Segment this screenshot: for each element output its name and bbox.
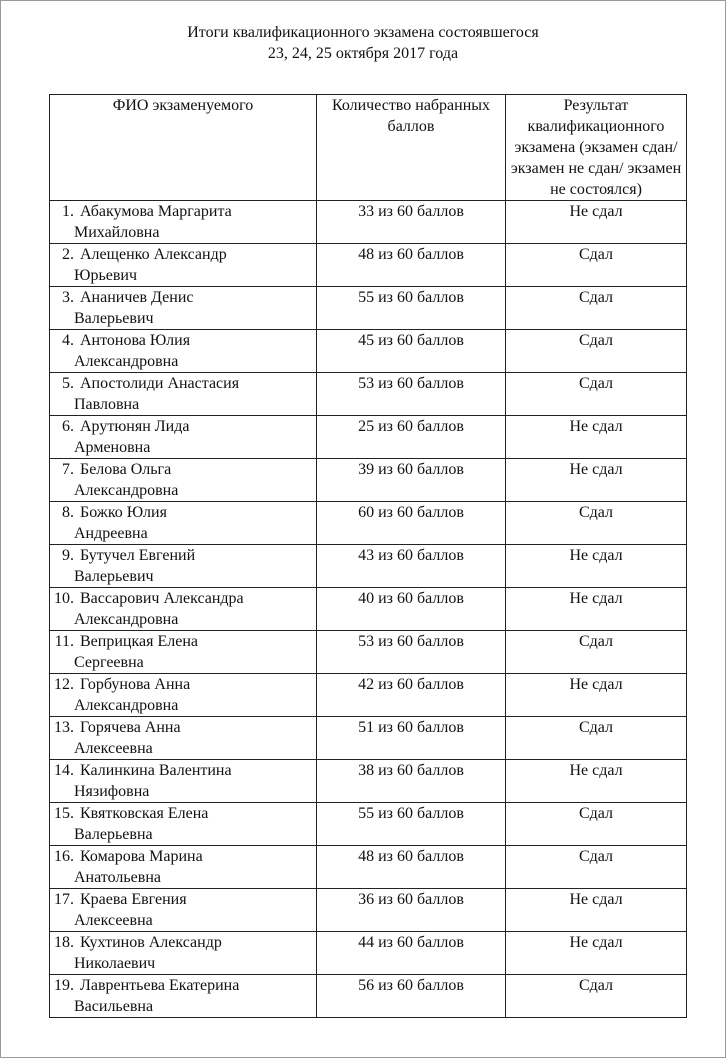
surname-firstname: Ананичев Денис — [80, 289, 194, 306]
surname-firstname: Краева Евгения — [80, 891, 187, 908]
table-row — [50, 717, 687, 760]
patronymic: Александровна — [74, 611, 179, 628]
patronymic: Александровна — [74, 482, 179, 499]
column-header-name: ФИО экзаменуемого — [50, 95, 317, 201]
cell-score: 48 из 60 баллов — [317, 846, 506, 889]
cell-score: 53 из 60 баллов — [317, 373, 506, 416]
patronymic: Андреевна — [74, 525, 148, 542]
name-line-1 — [50, 330, 316, 351]
patronymic: Алексеевна — [74, 740, 153, 757]
cell-examinee-name — [50, 674, 317, 717]
patronymic: Михайловна — [74, 224, 160, 241]
patronymic: Валерьевич — [74, 568, 154, 585]
cell-examinee-name — [50, 588, 317, 631]
row-number: 11. — [54, 633, 74, 650]
cell-score: 51 из 60 баллов — [317, 717, 506, 760]
row-number: 7. — [62, 461, 74, 478]
surname-firstname: Лаврентьева Екатерина — [80, 977, 240, 994]
table-row — [50, 244, 687, 287]
cell-result: Сдал — [506, 502, 687, 545]
cell-score: 60 из 60 баллов — [317, 502, 506, 545]
name-line-1 — [50, 975, 316, 996]
cell-examinee-name — [50, 631, 317, 674]
name-line-1 — [50, 631, 316, 652]
cell-examinee-name — [50, 932, 317, 975]
cell-examinee-name — [50, 502, 317, 545]
table-row — [50, 846, 687, 889]
cell-examinee-name — [50, 717, 317, 760]
cell-examinee-name — [50, 975, 317, 1018]
cell-score: 43 из 60 баллов — [317, 545, 506, 588]
table-row — [50, 373, 687, 416]
cell-examinee-name — [50, 803, 317, 846]
name-line-1 — [50, 287, 316, 308]
row-number: 19. — [54, 977, 74, 994]
table-body — [50, 201, 687, 1018]
surname-firstname: Апостолиди Анастасия — [80, 375, 240, 392]
cell-result: Сдал — [506, 631, 687, 674]
name-line-1 — [50, 502, 316, 523]
cell-score: 56 из 60 баллов — [317, 975, 506, 1018]
cell-result: Не сдал — [506, 889, 687, 932]
cell-examinee-name — [50, 330, 317, 373]
title-line-1: Итоги квалификационного экзамена состоявшегося — [187, 24, 539, 41]
patronymic: Павловна — [74, 396, 140, 413]
cell-examinee-name — [50, 846, 317, 889]
cell-score: 42 из 60 баллов — [317, 674, 506, 717]
results-table — [49, 94, 687, 1018]
patronymic: Юрьевич — [74, 267, 138, 284]
surname-firstname: Бутучел Евгений — [80, 547, 196, 564]
cell-result: Сдал — [506, 287, 687, 330]
patronymic: Алексеевна — [74, 912, 153, 929]
cell-result: Сдал — [506, 803, 687, 846]
table-row — [50, 803, 687, 846]
cell-result: Сдал — [506, 330, 687, 373]
surname-firstname: Калинкина Валентина — [80, 762, 232, 779]
column-header-score: Количество набранных баллов — [317, 95, 506, 201]
patronymic: Анатольевна — [74, 869, 161, 886]
name-line-1 — [50, 803, 316, 824]
cell-score: 39 из 60 баллов — [317, 459, 506, 502]
row-number: 1. — [62, 203, 74, 220]
table-header-row — [50, 95, 687, 201]
document-title — [1, 22, 725, 64]
row-number: 4. — [62, 332, 74, 349]
name-line-1 — [50, 846, 316, 867]
name-line-1 — [50, 717, 316, 738]
title-line-2: 23, 24, 25 октября 2017 года — [267, 45, 459, 62]
surname-firstname: Антонова Юлия — [80, 332, 191, 349]
surname-firstname: Арутюнян Лида — [80, 418, 190, 435]
row-number: 9. — [62, 547, 74, 564]
surname-firstname: Кухтинов Александр — [80, 934, 222, 951]
name-line-1 — [50, 459, 316, 480]
surname-firstname: Комарова Марина — [80, 848, 203, 865]
surname-firstname: Горячева Анна — [80, 719, 181, 736]
cell-examinee-name — [50, 545, 317, 588]
surname-firstname: Горбунова Анна — [80, 676, 191, 693]
cell-result: Не сдал — [506, 416, 687, 459]
row-number: 2. — [62, 246, 74, 263]
table-row — [50, 932, 687, 975]
cell-score: 45 из 60 баллов — [317, 330, 506, 373]
table-row — [50, 588, 687, 631]
column-header-result: Результат квалификационного экзамена (экзамен сдан/экзамен не сдан/ экзамен не состоялся) — [506, 95, 687, 201]
table-row — [50, 502, 687, 545]
cell-score: 36 из 60 баллов — [317, 889, 506, 932]
cell-examinee-name — [50, 459, 317, 502]
name-line-1 — [50, 201, 316, 222]
patronymic: Николаевич — [74, 955, 156, 972]
patronymic: Нязифовна — [74, 783, 150, 800]
cell-score: 53 из 60 баллов — [317, 631, 506, 674]
row-number: 13. — [54, 719, 74, 736]
cell-examinee-name — [50, 201, 317, 244]
table-row — [50, 889, 687, 932]
cell-result: Сдал — [506, 373, 687, 416]
cell-result: Не сдал — [506, 545, 687, 588]
cell-result: Сдал — [506, 846, 687, 889]
cell-score: 38 из 60 баллов — [317, 760, 506, 803]
table-row — [50, 975, 687, 1018]
table-row — [50, 416, 687, 459]
table-row — [50, 760, 687, 803]
row-number: 15. — [54, 805, 74, 822]
table-row — [50, 330, 687, 373]
name-line-1 — [50, 545, 316, 566]
table-row — [50, 459, 687, 502]
row-number: 5. — [62, 375, 74, 392]
patronymic: Александровна — [74, 353, 179, 370]
cell-examinee-name — [50, 244, 317, 287]
name-line-1 — [50, 588, 316, 609]
surname-firstname: Алещенко Александр — [80, 246, 227, 263]
cell-examinee-name — [50, 889, 317, 932]
name-line-1 — [50, 416, 316, 437]
row-number: 10. — [54, 590, 74, 607]
name-line-1 — [50, 889, 316, 910]
cell-score: 55 из 60 баллов — [317, 287, 506, 330]
cell-score: 33 из 60 баллов — [317, 201, 506, 244]
cell-score: 40 из 60 баллов — [317, 588, 506, 631]
patronymic: Сергеевна — [74, 654, 144, 671]
patronymic: Валерьевна — [74, 826, 153, 843]
cell-result: Сдал — [506, 244, 687, 287]
table-row — [50, 631, 687, 674]
table-row — [50, 674, 687, 717]
table-row — [50, 201, 687, 244]
surname-firstname: Божко Юлия — [80, 504, 167, 521]
cell-score: 55 из 60 баллов — [317, 803, 506, 846]
row-number: 17. — [54, 891, 74, 908]
cell-result: Не сдал — [506, 674, 687, 717]
cell-result: Не сдал — [506, 932, 687, 975]
table-row — [50, 287, 687, 330]
name-line-1 — [50, 760, 316, 781]
patronymic: Васильевна — [74, 998, 154, 1015]
cell-result: Сдал — [506, 975, 687, 1018]
cell-score: 25 из 60 баллов — [317, 416, 506, 459]
name-line-1 — [50, 373, 316, 394]
row-number: 6. — [62, 418, 74, 435]
row-number: 3. — [62, 289, 74, 306]
surname-firstname: Белова Ольга — [80, 461, 172, 478]
cell-result: Не сдал — [506, 760, 687, 803]
cell-examinee-name — [50, 760, 317, 803]
surname-firstname: Вассарович Александра — [80, 590, 244, 607]
patronymic: Арменовна — [74, 439, 151, 456]
name-line-1 — [50, 932, 316, 953]
row-number: 18. — [54, 934, 74, 951]
row-number: 14. — [54, 762, 74, 779]
row-number: 12. — [54, 676, 74, 693]
cell-result: Не сдал — [506, 588, 687, 631]
surname-firstname: Квятковская Елена — [80, 805, 209, 822]
patronymic: Александровна — [74, 697, 179, 714]
row-number: 16. — [54, 848, 74, 865]
cell-examinee-name — [50, 287, 317, 330]
cell-examinee-name — [50, 373, 317, 416]
name-line-1 — [50, 674, 316, 695]
cell-score: 48 из 60 баллов — [317, 244, 506, 287]
cell-examinee-name — [50, 416, 317, 459]
row-number: 8. — [62, 504, 74, 521]
cell-score: 44 из 60 баллов — [317, 932, 506, 975]
cell-result: Сдал — [506, 717, 687, 760]
patronymic: Валерьевич — [74, 310, 154, 327]
name-line-1 — [50, 244, 316, 265]
table-row — [50, 545, 687, 588]
cell-result: Не сдал — [506, 201, 687, 244]
surname-firstname: Абакумова Маргарита — [80, 203, 232, 220]
cell-result: Не сдал — [506, 459, 687, 502]
surname-firstname: Веприцкая Елена — [80, 633, 198, 650]
